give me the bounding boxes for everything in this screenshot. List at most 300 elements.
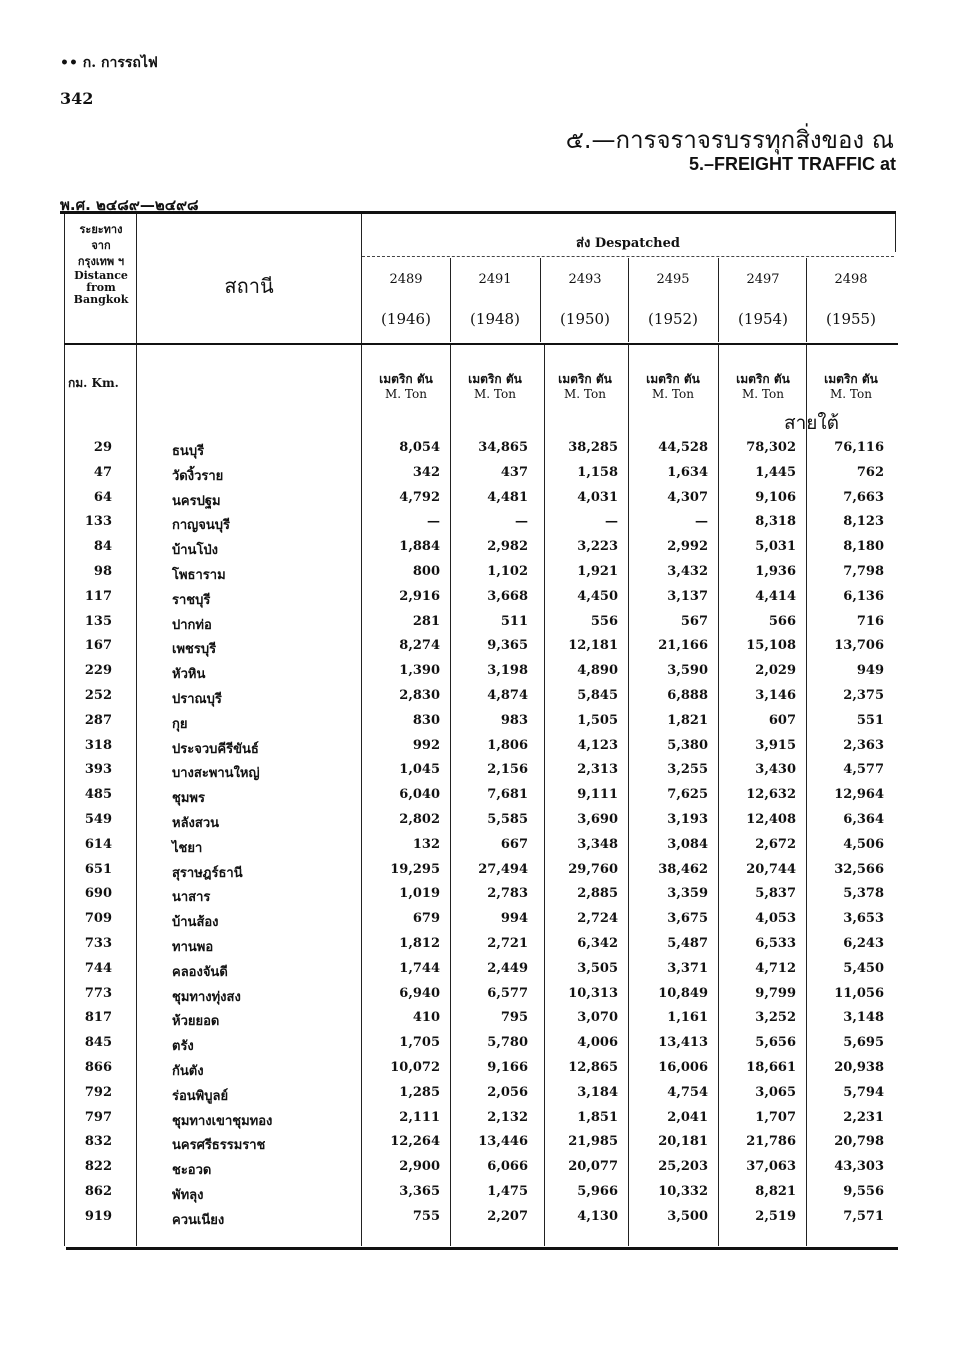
tonnage-cell: 5,845 <box>577 688 618 703</box>
tonnage-cell: 16,006 <box>658 1060 708 1075</box>
tonnage-cell: 10,072 <box>390 1060 440 1075</box>
station-cell: คลองจันดี <box>172 964 228 980</box>
table-row <box>0 1010 966 1034</box>
tonnage-cell: 3,223 <box>577 539 618 555</box>
tonnage-cell: 1,445 <box>755 464 796 480</box>
tonnage-cell: 12,408 <box>746 812 796 827</box>
tonnage-cell: 1,884 <box>399 539 440 555</box>
tonnage-cell: 2,916 <box>399 588 440 604</box>
tonnage-cell: 3,084 <box>667 836 708 852</box>
tonnage-cell: 1,285 <box>399 1084 440 1100</box>
tonnage-cell: 3,365 <box>399 1184 440 1199</box>
distance-cell: 832 <box>84 1134 112 1150</box>
tonnage-cell: 8,054 <box>399 440 440 455</box>
tonnage-cell: 13,446 <box>478 1134 528 1150</box>
unit-th: เมตริก ตัน <box>468 372 522 386</box>
station-cell: นครปฐม <box>172 493 221 509</box>
tonnage-cell: 38,285 <box>568 440 618 455</box>
unit-en: M. Ton <box>385 387 427 401</box>
tonnage-cell: 76,116 <box>834 440 884 455</box>
table-row <box>0 514 966 538</box>
tonnage-cell: 2,041 <box>667 1109 708 1125</box>
tonnage-cell: 992 <box>412 737 440 753</box>
tonnage-cell: 20,798 <box>834 1134 884 1150</box>
tonnage-cell: 8,821 <box>755 1184 796 1199</box>
table-row <box>0 539 966 563</box>
tonnage-cell: 6,940 <box>399 985 440 1001</box>
tonnage-cell: 795 <box>500 1010 528 1026</box>
station-cell: บางสะพานใหญ่ <box>172 766 260 782</box>
year-header <box>629 272 717 328</box>
tonnage-cell: 2,207 <box>487 1208 528 1224</box>
tonnage-cell: 1,821 <box>667 712 708 728</box>
distance-cell: 822 <box>84 1159 112 1175</box>
tonnage-cell: 4,481 <box>487 489 528 505</box>
tonnage-cell: 3,148 <box>843 1010 884 1026</box>
station-cell: ชุมพร <box>172 791 205 807</box>
year-ad: (1952) <box>648 310 698 328</box>
tonnage-cell: 5,780 <box>487 1035 528 1051</box>
table-row <box>0 837 966 861</box>
tonnage-cell: 3,198 <box>487 663 528 679</box>
unit-en: M. Ton <box>564 387 606 401</box>
distance-cell: 84 <box>93 539 112 555</box>
station-cell: ปากท่อ <box>172 617 212 633</box>
table-row <box>0 986 966 1010</box>
tonnage-cell: 1,158 <box>577 464 618 480</box>
distance-cell: 733 <box>84 936 112 951</box>
tonnage-cell: 2,313 <box>577 762 618 778</box>
tonnage-cell: 2,363 <box>843 737 884 753</box>
tonnage-cell: 3,255 <box>667 762 708 778</box>
unit-header <box>629 372 717 402</box>
tonnage-cell: 3,915 <box>755 737 796 753</box>
distance-cell: 287 <box>84 712 112 728</box>
tonnage-cell: 3,193 <box>667 812 708 827</box>
tonnage-cell: 20,744 <box>746 861 796 877</box>
tonnage-cell: — <box>427 514 440 530</box>
table-row <box>0 1110 966 1134</box>
distance-cell: 117 <box>84 588 112 604</box>
tonnage-cell: 13,706 <box>834 638 884 654</box>
tonnage-cell: 6,888 <box>667 688 708 703</box>
year-be: 2497 <box>746 272 780 287</box>
tonnage-cell: 4,890 <box>577 663 618 679</box>
distance-cell: 651 <box>84 861 112 877</box>
tonnage-cell: 3,252 <box>755 1010 796 1026</box>
distance-cell: 709 <box>84 911 112 927</box>
tonnage-cell: 2,156 <box>487 762 528 778</box>
station-cell: ชุมทางทุ่งสง <box>172 989 241 1005</box>
tonnage-cell: 2,992 <box>667 539 708 555</box>
tonnage-cell: 2,672 <box>755 836 796 852</box>
tonnage-cell: 3,359 <box>667 886 708 902</box>
tonnage-cell: 8,274 <box>399 638 440 654</box>
tonnage-cell: 410 <box>412 1010 440 1026</box>
tonnage-cell: 12,964 <box>834 787 884 803</box>
tonnage-cell: 566 <box>768 613 796 629</box>
table-row <box>0 1035 966 1059</box>
tonnage-cell: 4,031 <box>577 489 618 505</box>
tonnage-cell: 8,180 <box>843 539 884 555</box>
distance-cell: 64 <box>93 489 112 505</box>
station-cell: หัวหิน <box>172 667 206 683</box>
distance-cell: 318 <box>84 737 112 753</box>
tonnage-cell: 12,264 <box>390 1134 440 1150</box>
table-row <box>0 688 966 712</box>
distance-cell: 690 <box>84 886 112 902</box>
tonnage-cell: 2,885 <box>577 886 618 902</box>
station-cell: นาสาร <box>172 890 211 906</box>
station-cell: บ้านโป่ง <box>172 543 219 559</box>
tonnage-cell: 9,556 <box>843 1184 884 1199</box>
tonnage-cell: 2,231 <box>843 1109 884 1125</box>
tonnage-cell: 4,307 <box>667 489 708 505</box>
tonnage-cell: 3,500 <box>667 1208 708 1224</box>
year-be: 2498 <box>834 272 868 287</box>
distance-header-en-line: from <box>86 281 116 294</box>
tonnage-cell: 1,019 <box>399 886 440 902</box>
despatched-header <box>362 232 894 253</box>
year-ad: (1946) <box>381 310 431 328</box>
tonnage-cell: 1,936 <box>755 564 796 579</box>
tonnage-cell: 4,754 <box>667 1084 708 1100</box>
table-row <box>0 564 966 588</box>
distance-header-en-line: Bangkok <box>73 293 129 306</box>
tonnage-cell: 2,029 <box>755 663 796 679</box>
tonnage-cell: 9,166 <box>487 1060 528 1075</box>
distance-cell: 229 <box>84 663 112 679</box>
unit-en: M. Ton <box>474 387 516 401</box>
tonnage-cell: 34,865 <box>478 440 528 455</box>
tonnage-cell: 3,371 <box>667 960 708 976</box>
tonnage-cell: 994 <box>500 911 528 927</box>
tonnage-cell: 4,123 <box>577 737 618 753</box>
tonnage-cell: 6,136 <box>843 588 884 604</box>
tonnage-cell: 437 <box>500 464 528 480</box>
tonnage-cell: 7,681 <box>487 787 528 803</box>
tonnage-cell: 9,106 <box>755 489 796 505</box>
unit-th: เมตริก ตัน <box>736 372 790 386</box>
year-be: 2493 <box>568 272 602 287</box>
tonnage-cell: 1,505 <box>577 712 618 728</box>
tonnage-cell: 10,313 <box>568 985 618 1001</box>
tonnage-cell: 5,380 <box>667 737 708 753</box>
tonnage-cell: 4,130 <box>577 1208 618 1224</box>
distance-header-th-line: จาก <box>91 239 111 252</box>
station-cell: ร่อนพิบูลย์ <box>172 1088 229 1104</box>
tonnage-cell: 3,146 <box>755 688 796 703</box>
tonnage-cell: 4,053 <box>755 911 796 927</box>
tonnage-cell: 762 <box>856 464 884 480</box>
table-row <box>0 1134 966 1158</box>
distance-cell: 773 <box>84 985 112 1001</box>
tonnage-cell: 2,132 <box>487 1109 528 1125</box>
tonnage-cell: 20,181 <box>658 1134 708 1150</box>
tonnage-cell: 800 <box>412 564 440 579</box>
station-cell: หลังสวน <box>172 816 220 831</box>
tonnage-cell: 9,799 <box>755 985 796 1001</box>
tonnage-cell: 2,721 <box>487 936 528 951</box>
tonnage-cell: 10,332 <box>658 1184 708 1199</box>
station-cell: วัดงิ้วราย <box>172 468 224 484</box>
year-header <box>541 272 629 328</box>
tonnage-cell: 9,365 <box>487 638 528 654</box>
year-ad: (1948) <box>470 310 520 328</box>
table-title-thai: ๕.—การจราจรบรรทุกสิ่งของ ณ <box>565 126 894 154</box>
tonnage-cell: 716 <box>856 613 884 629</box>
distance-cell: 47 <box>93 464 112 480</box>
tonnage-cell: 25,203 <box>658 1159 708 1175</box>
tonnage-cell: 2,982 <box>487 539 528 555</box>
tonnage-cell: 21,985 <box>568 1134 618 1150</box>
station-cell: ห้วยยอด <box>172 1014 220 1030</box>
distance-cell: 252 <box>84 688 112 703</box>
station-cell: ประจวบคีรีขันธ์ <box>172 741 259 757</box>
distance-cell: 817 <box>84 1010 112 1026</box>
year-be: 2495 <box>656 272 690 287</box>
despatched-underline <box>362 256 894 257</box>
tonnage-cell: 6,342 <box>577 936 618 951</box>
tonnage-cell: 4,792 <box>399 489 440 505</box>
year-be: 2491 <box>478 272 512 287</box>
tonnage-cell: 4,712 <box>755 960 796 976</box>
station-cell: ควนเนียง <box>172 1212 225 1228</box>
table-row <box>0 812 966 836</box>
tonnage-cell: 12,632 <box>746 787 796 803</box>
tonnage-cell: 511 <box>500 613 528 629</box>
tonnage-cell: 6,040 <box>399 787 440 803</box>
year-header <box>362 272 450 328</box>
tonnage-cell: 7,625 <box>667 787 708 803</box>
table-row <box>0 465 966 489</box>
tonnage-cell: 2,111 <box>399 1109 440 1125</box>
tonnage-cell: 1,045 <box>399 762 440 778</box>
table-row <box>0 936 966 960</box>
tonnage-cell: 4,450 <box>577 588 618 604</box>
tonnage-cell: 43,303 <box>834 1159 884 1175</box>
tonnage-cell: 18,661 <box>746 1060 796 1075</box>
station-cell: สุราษฎร์ธานี <box>172 865 243 881</box>
distance-cell: 862 <box>84 1184 112 1199</box>
tonnage-cell: 679 <box>412 911 440 927</box>
distance-cell: 167 <box>84 638 112 654</box>
tonnage-cell: 949 <box>856 663 884 679</box>
despatched-header-en: Despatched <box>594 236 680 251</box>
tonnage-cell: — <box>695 514 708 530</box>
distance-cell: 393 <box>84 762 112 778</box>
station-cell: กันตัง <box>172 1064 204 1079</box>
station-cell: ปราณบุรี <box>172 692 222 707</box>
tonnage-cell: 4,506 <box>843 836 884 852</box>
unit-en: M. Ton <box>742 387 784 401</box>
unit-th: เมตริก ตัน <box>646 372 700 386</box>
tonnage-cell: 132 <box>412 836 440 852</box>
tonnage-cell: 5,031 <box>755 539 796 555</box>
unit-en: M. Ton <box>830 387 872 401</box>
tonnage-cell: 6,364 <box>843 812 884 827</box>
unit-header <box>362 372 450 402</box>
table-top-rule <box>60 211 896 214</box>
tonnage-cell: 3,430 <box>755 762 796 778</box>
table-row <box>0 862 966 886</box>
section-mark: •• ก. การรถไฟ <box>60 55 158 71</box>
tonnage-cell: 3,065 <box>755 1084 796 1100</box>
station-cell: ไชยา <box>172 840 203 856</box>
tonnage-cell: 2,519 <box>755 1208 796 1224</box>
year-header <box>807 272 895 328</box>
station-cell: ตรัง <box>172 1039 194 1055</box>
tonnage-cell: 1,744 <box>399 960 440 976</box>
table-title-english: 5.–FREIGHT TRAFFIC at <box>688 154 896 174</box>
tonnage-cell: 3,137 <box>667 588 708 604</box>
tonnage-cell: 44,528 <box>658 440 708 455</box>
tonnage-cell: 1,161 <box>667 1010 708 1026</box>
tonnage-cell: — <box>605 514 618 530</box>
year-ad: (1955) <box>826 310 876 328</box>
tonnage-cell: 2,830 <box>399 688 440 703</box>
tonnage-cell: 2,375 <box>843 688 884 703</box>
tonnage-cell: 7,663 <box>843 489 884 505</box>
tonnage-cell: 5,794 <box>843 1084 884 1100</box>
tonnage-cell: 38,462 <box>658 861 708 877</box>
distance-cell: 98 <box>93 564 112 579</box>
tonnage-cell: 3,675 <box>667 911 708 927</box>
table-bottom-rule <box>66 1247 898 1250</box>
tonnage-cell: 4,577 <box>843 762 884 778</box>
year-ad: (1950) <box>560 310 610 328</box>
distance-cell: 792 <box>84 1084 112 1100</box>
station-cell: กุย <box>172 716 188 732</box>
unit-header <box>719 372 807 402</box>
station-cell: นครศรีธรรมราช <box>172 1138 266 1154</box>
table-row <box>0 440 966 464</box>
station-cell: ชะอวด <box>172 1163 212 1179</box>
table-right-border <box>895 214 896 252</box>
station-cell: ราชบุรี <box>172 592 211 608</box>
tonnage-cell: 1,102 <box>487 564 528 579</box>
table-row <box>0 787 966 811</box>
tonnage-cell: 1,707 <box>755 1109 796 1125</box>
tonnage-cell: 551 <box>856 712 884 728</box>
year-header <box>719 272 807 328</box>
tonnage-cell: 5,585 <box>487 812 528 827</box>
unit-header <box>541 372 629 402</box>
table-row <box>0 1209 966 1233</box>
table-row <box>0 1159 966 1183</box>
tonnage-cell: 1,705 <box>399 1035 440 1051</box>
year-header <box>451 272 539 328</box>
tonnage-cell: 5,378 <box>843 886 884 902</box>
tonnage-cell: 20,077 <box>568 1159 618 1175</box>
distance-cell: 919 <box>84 1208 112 1224</box>
station-cell: ชุมทางเขาชุมทอง <box>172 1113 273 1129</box>
distance-cell: 866 <box>84 1060 112 1075</box>
distance-cell: 485 <box>84 787 112 803</box>
tonnage-cell: 607 <box>768 712 796 728</box>
table-row <box>0 713 966 737</box>
tonnage-cell: 567 <box>680 613 708 629</box>
tonnage-cell: 3,505 <box>577 960 618 976</box>
tonnage-cell: 11,056 <box>834 985 884 1001</box>
tonnage-cell: 755 <box>412 1208 440 1224</box>
distance-cell: 797 <box>84 1109 112 1125</box>
tonnage-cell: 1,634 <box>667 464 708 480</box>
table-row <box>0 762 966 786</box>
tonnage-cell: 2,900 <box>399 1159 440 1175</box>
year-range: พ.ศ. ๒๔๘๙—๒๔๙๘ <box>60 196 199 214</box>
unit-th: เมตริก ตัน <box>558 372 612 386</box>
unit-en: M. Ton <box>652 387 694 401</box>
station-cell: บ้านส้อง <box>172 915 219 931</box>
tonnage-cell: 1,851 <box>577 1109 618 1125</box>
tonnage-cell: — <box>515 514 528 530</box>
unit-th: เมตริก ตัน <box>824 372 878 386</box>
tonnage-cell: 6,577 <box>487 985 528 1001</box>
tonnage-cell: 7,798 <box>843 564 884 579</box>
tonnage-cell: 6,533 <box>755 936 796 951</box>
unit-header <box>807 372 895 402</box>
tonnage-cell: 5,656 <box>755 1035 796 1051</box>
despatched-header-th: ส่ง <box>576 236 591 251</box>
tonnage-cell: 2,056 <box>487 1084 528 1100</box>
table-row <box>0 589 966 613</box>
station-cell: เพชรบุรี <box>172 642 217 658</box>
station-cell: ทานพอ <box>172 940 214 955</box>
distance-cell: 744 <box>84 960 112 976</box>
distance-cell: 845 <box>84 1035 112 1051</box>
distance-header-en-line: Distance <box>74 269 128 282</box>
distance-column-header <box>66 222 136 306</box>
tonnage-cell: 78,302 <box>746 440 796 455</box>
distance-cell: 614 <box>84 836 112 852</box>
unit-header <box>451 372 539 402</box>
tonnage-cell: 19,295 <box>390 861 440 877</box>
tonnage-cell: 3,668 <box>487 588 528 604</box>
station-cell: พัทลุง <box>172 1188 204 1203</box>
table-row <box>0 1060 966 1084</box>
tonnage-cell: 27,494 <box>478 861 528 877</box>
railway-line-name: สายใต้ <box>784 412 840 434</box>
tonnage-cell: 9,111 <box>577 787 618 803</box>
tonnage-cell: 830 <box>412 712 440 728</box>
distance-cell: 549 <box>84 812 112 827</box>
tonnage-cell: 1,390 <box>399 663 440 679</box>
tonnage-cell: 5,837 <box>755 886 796 902</box>
tonnage-cell: 3,348 <box>577 836 618 852</box>
tonnage-cell: 281 <box>412 613 440 629</box>
table-row <box>0 663 966 687</box>
station-column-header: สถานี <box>224 274 274 298</box>
table-row <box>0 1085 966 1109</box>
tonnage-cell: 6,243 <box>843 936 884 951</box>
year-ad: (1954) <box>738 310 788 328</box>
year-be: 2489 <box>389 272 423 287</box>
distance-cell: 29 <box>93 440 112 455</box>
tonnage-cell: 1,475 <box>487 1184 528 1199</box>
tonnage-cell: 1,921 <box>577 564 618 579</box>
table-row <box>0 738 966 762</box>
unit-th: เมตริก ตัน <box>379 372 433 386</box>
tonnage-cell: 37,063 <box>746 1159 796 1175</box>
table-row <box>0 886 966 910</box>
tonnage-cell: 1,806 <box>487 737 528 753</box>
table-row <box>0 614 966 638</box>
distance-header-th-line: กรุงเทพ ฯ <box>77 255 125 268</box>
station-cell: โพธาราม <box>172 568 226 583</box>
tonnage-cell: 2,783 <box>487 886 528 902</box>
km-unit-label: กม. Km. <box>68 376 119 390</box>
